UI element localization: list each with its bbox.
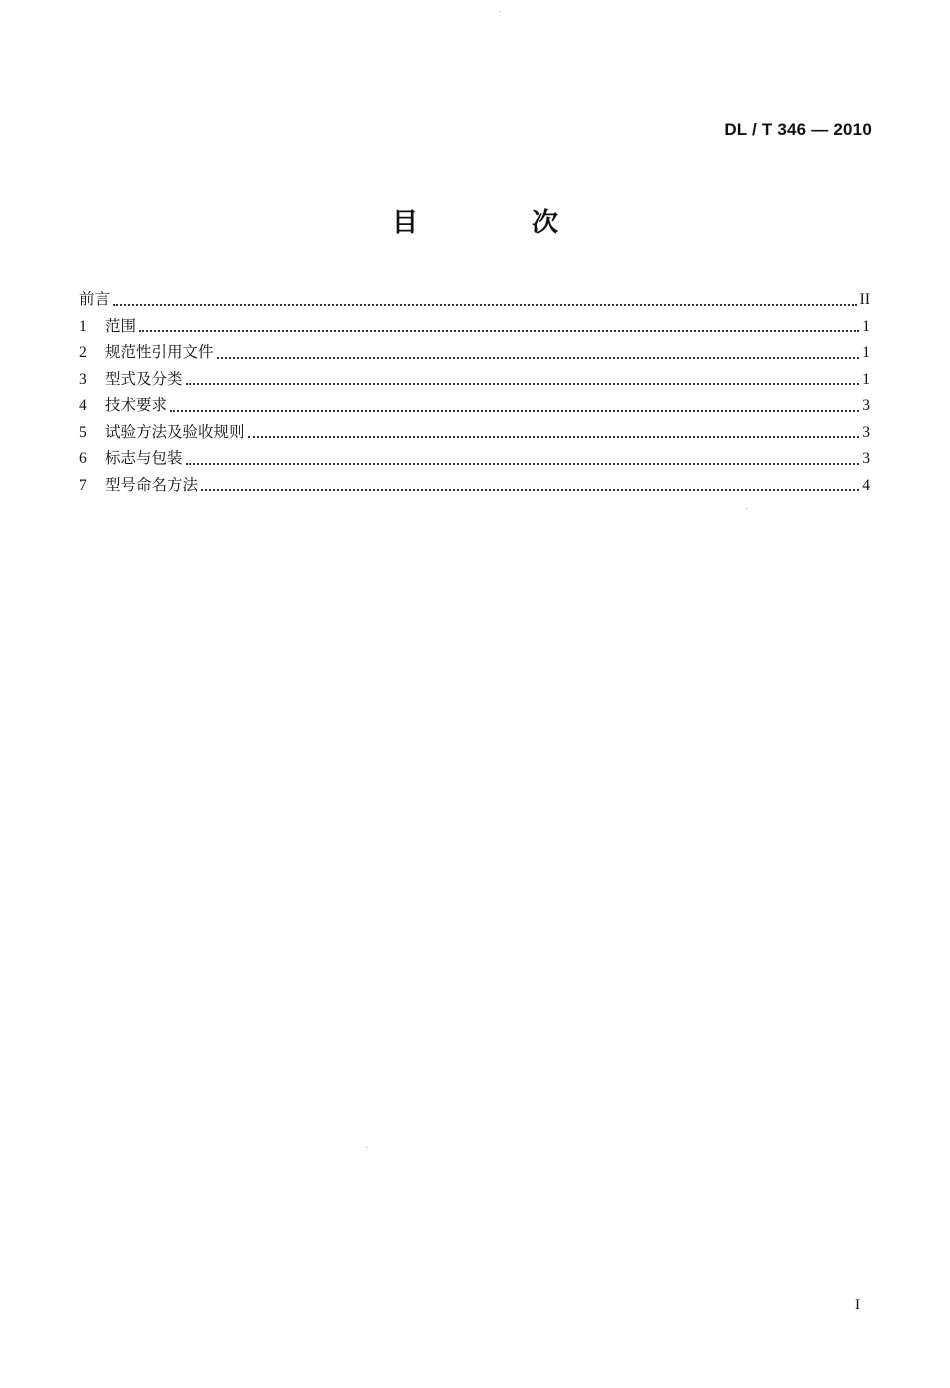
- leader-dots: [186, 382, 860, 385]
- leader-dots: [113, 303, 857, 306]
- toc-entry-number: 3: [79, 370, 87, 388]
- leader-dots: [170, 409, 859, 412]
- toc-entry-label: 范围: [105, 316, 137, 335]
- leader-dots: [201, 488, 859, 491]
- toc-entry-page: 1: [862, 344, 870, 361]
- toc-entry-label: 型号命名方法: [105, 475, 199, 494]
- toc-entry-page: 3: [862, 397, 870, 414]
- toc-entry-1[interactable]: [79, 313, 870, 340]
- page-number: I: [855, 1297, 860, 1313]
- toc-entry-5[interactable]: [79, 419, 870, 446]
- leader-dots: [217, 356, 860, 359]
- toc-entry-3[interactable]: [79, 366, 870, 393]
- leader-dots: [248, 435, 860, 438]
- page-title: 目 次: [391, 208, 602, 238]
- toc-entry-number: 1: [79, 317, 87, 335]
- toc-entry-page: 3: [862, 450, 870, 467]
- toc-entry-number: 2: [79, 344, 87, 361]
- scan-speck: [500, 11, 501, 12]
- toc-entry-number: 6: [79, 450, 87, 467]
- toc-entry-page: II: [859, 291, 870, 308]
- toc-entry-6[interactable]: [79, 445, 870, 472]
- leader-dots: [186, 462, 860, 465]
- toc-entry-number: 7: [79, 476, 87, 494]
- toc-entry-7[interactable]: [79, 472, 870, 499]
- toc-entry-page: 4: [862, 476, 870, 494]
- scan-speck: [746, 508, 747, 509]
- toc-entry-label: 技术要求: [105, 396, 168, 414]
- toc-entry-4[interactable]: [79, 392, 870, 419]
- toc-entry-page: 1: [862, 370, 870, 388]
- toc-entry-foreword[interactable]: [79, 286, 870, 313]
- toc-entry-label: 试验方法及验收规则: [105, 422, 245, 441]
- toc-entry-2[interactable]: [79, 339, 870, 366]
- scan-speck: [366, 1147, 367, 1148]
- toc-entry-page: 3: [862, 423, 870, 441]
- toc-entry-number: 4: [79, 397, 87, 414]
- standard-code: DL / T 346 — 2010: [724, 120, 872, 139]
- toc-entry-number: 5: [79, 423, 87, 441]
- leader-dots: [139, 329, 859, 332]
- toc-entry-label: 规范性引用文件: [105, 343, 214, 361]
- toc-entry-label: 前言: [79, 290, 111, 308]
- toc-entry-label: 标志与包装: [105, 449, 183, 467]
- toc-entry-label: 型式及分类: [105, 369, 183, 388]
- table-of-contents: [79, 286, 870, 498]
- toc-entry-page: 1: [862, 317, 870, 335]
